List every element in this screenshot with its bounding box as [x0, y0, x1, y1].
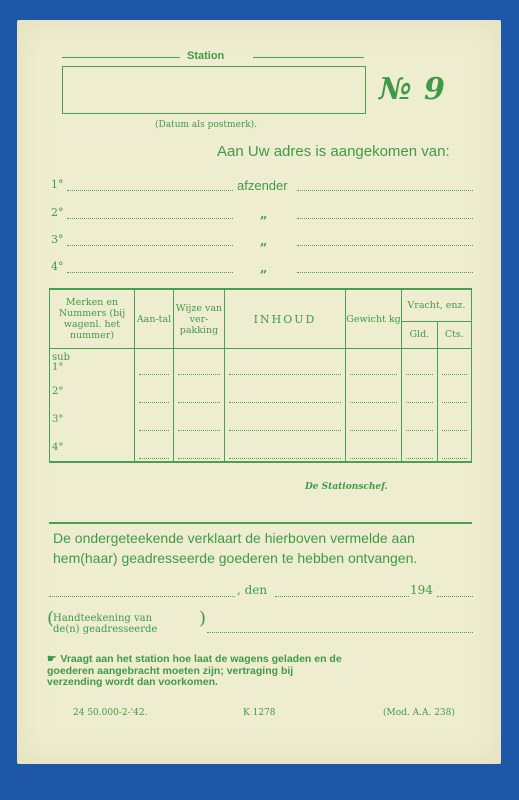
station-rule-right: [253, 57, 364, 58]
col-inhoud: INHOUD: [225, 289, 346, 349]
row-number: 1°: [52, 362, 64, 373]
col-gewicht: Gewicht kg: [346, 289, 402, 349]
row-number: 3°: [50, 405, 135, 433]
date-field[interactable]: [275, 596, 409, 597]
sender-row-3-number: 3°: [51, 233, 64, 246]
table-row: [50, 349, 472, 378]
row-number: 2°: [50, 377, 135, 405]
col-cts: Cts.: [437, 321, 471, 348]
place-field[interactable]: [49, 596, 235, 597]
ditto-mark-2: „: [260, 207, 268, 222]
sub-label: sub: [52, 352, 70, 363]
col-wijze: Wijze van ver-pakking: [174, 289, 225, 349]
sender-row-3-right-field[interactable]: [297, 245, 473, 246]
datum-note: (Datum als postmerk).: [155, 120, 258, 130]
station-stamp-box[interactable]: [62, 66, 366, 114]
ditto-mark-4: „: [260, 261, 268, 276]
signature-field[interactable]: [207, 632, 473, 633]
print-code: 24 50.000-2-'42.: [73, 708, 148, 718]
model-code: (Mod. A.A. 238): [383, 708, 455, 718]
notice-text: [47, 654, 347, 689]
col-aantal: Aan-tal: [135, 289, 174, 349]
sender-row-1-right-field[interactable]: [297, 190, 473, 191]
col-vracht: Vracht, enz.: [402, 289, 472, 321]
goods-table: [49, 288, 472, 463]
sender-row-4-field[interactable]: [67, 272, 233, 273]
arrival-heading: Aan Uw adres is aangekomen van:: [217, 143, 450, 160]
station-label: Station: [187, 50, 225, 62]
notice-body: Vraagt aan het station hoe laat de wagens geladen en de goederen aangebracht moeten zijn; vertraging bij verzending wordt dan voorkomen.: [47, 653, 342, 688]
sender-row-3-field[interactable]: [67, 245, 233, 246]
row-number: 4°: [50, 433, 135, 462]
sender-row-1-field[interactable]: [67, 190, 233, 191]
station-chief-signature: De Stationschef.: [305, 482, 388, 492]
signature-caption-line1: Handteekening van: [53, 613, 153, 624]
table-row: [50, 377, 472, 405]
table-row: [50, 405, 472, 433]
ditto-mark-3: „: [260, 234, 268, 249]
afzender-label: afzender: [237, 178, 288, 193]
sender-row-1-number: 1°: [51, 178, 64, 191]
consignment-card: Station № 9 (Datum als postmerk). Aan Uw adres is aangekomen van: 1° afzender 2° „ 3° „ 4° „ Merken en Nummers (bij wagenl. het nummer) Aan-tal Wijze van ver-pakking INHOUD Gewicht kg Vracht, enz. Gld. Cts. sub 1° 2° 3° 4° De Stationschef. De ondergeteekende verklaart de hierboven vermelde aan hem(haar) geadresseerde goederen te hebben ontvangen. , den 194 ( Handteekening van de(n) geadresseerde ) ☛ Vraagt aan het station hoe laat de wagens geladen en de goederen aangebracht moeten zijn; vertraging bij verzending wordt dan voorkomen. 24 50.000-2-'42. K 1278 (Mod. A.A. 238): [17, 20, 501, 764]
sender-row-2-field[interactable]: [67, 218, 233, 219]
k-code: K 1278: [243, 708, 276, 718]
col-merken: Merken en Nummers (bij wagenl. het nummer): [50, 289, 135, 349]
signature-caption-line2: de(n) geadresseerde: [53, 624, 158, 635]
col-gld: Gld.: [402, 321, 438, 348]
sender-row-4-number: 4°: [51, 260, 64, 273]
den-label: , den: [237, 583, 268, 597]
form-number: № 9: [379, 72, 446, 107]
station-rule-left: [62, 57, 180, 58]
year-label: 194: [410, 583, 433, 597]
year-field[interactable]: [437, 596, 473, 597]
sender-row-4-right-field[interactable]: [297, 272, 473, 273]
pointing-hand-icon: ☛: [47, 653, 57, 665]
receipt-declaration: De ondergeteekende verklaart de hierboven vermelde aan hem(haar) geadresseerde goederen te hebben ontvangen.: [53, 530, 418, 566]
sender-row-2-number: 2°: [51, 206, 64, 219]
section-divider: [49, 522, 472, 524]
sender-row-2-right-field[interactable]: [297, 218, 473, 219]
table-row: [50, 433, 472, 462]
